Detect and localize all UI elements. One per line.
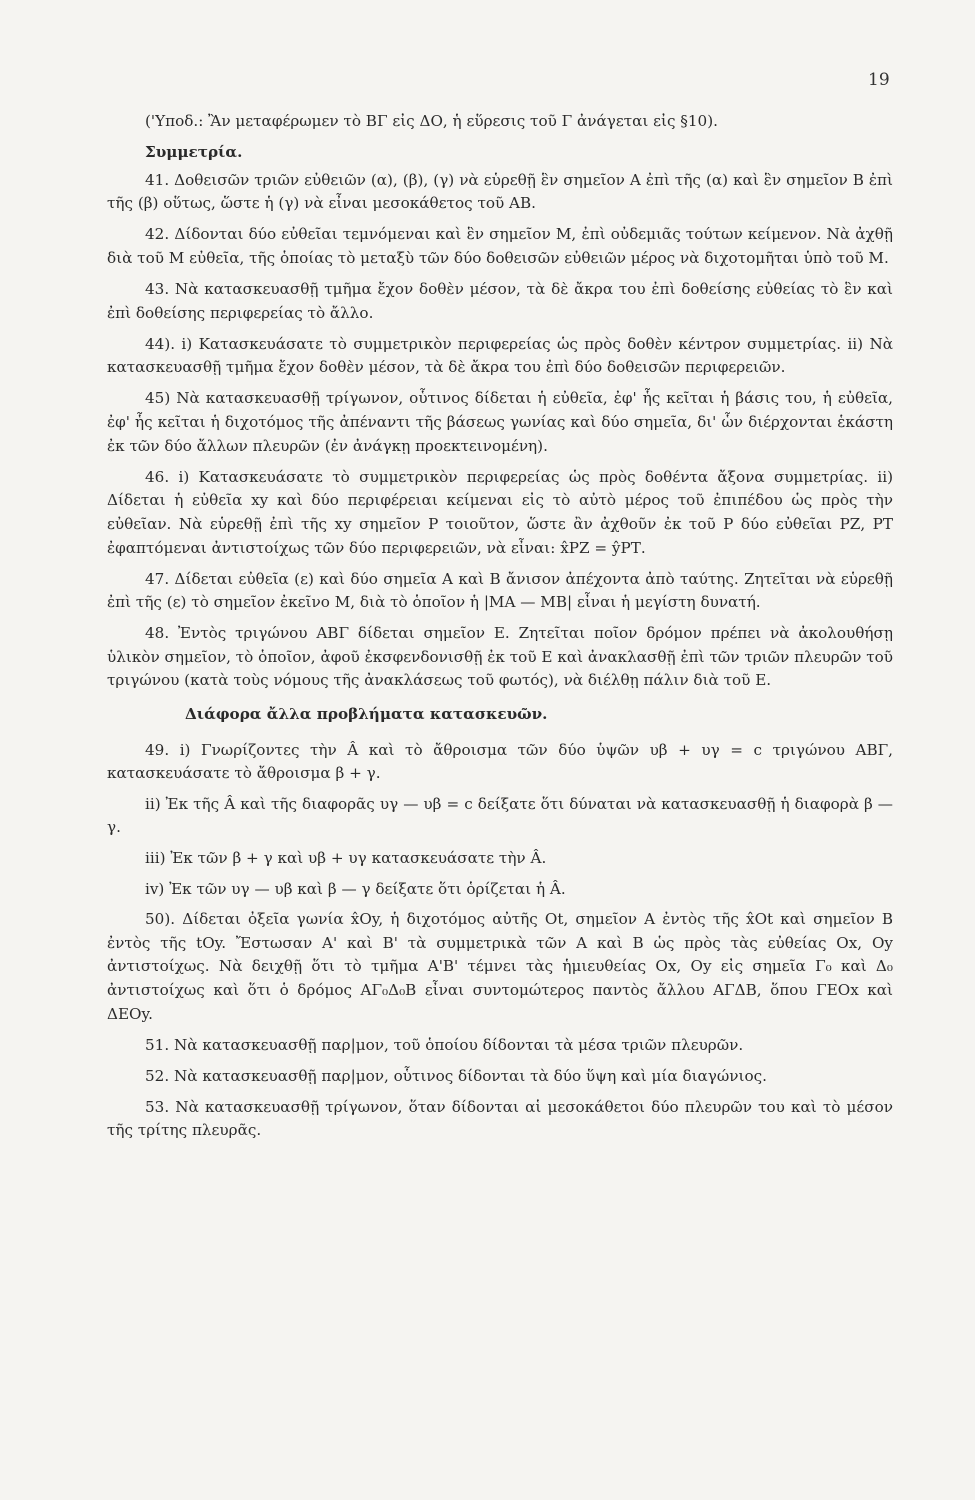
problem-46: 46. i) Κατασκευάσατε τὸ συμμετρικὸν περιφερείας ὡς πρὸς δοθέντα ἄξονα συμμετρίας. ii) Δίδεται ἡ εὐθεῖα xy καὶ δύο περιφέρειαι κείμεναι εἰς τὸ αὐτὸ μέρος τοῦ ἐπιπέδου ὡς πρὸς τὴν εὐθεῖαν. Νὰ εὑρεθῇ ἐπὶ τῆς xy σημεῖον Ρ τοιοῦτον, ὥστε ἂν ἀχθοῦν ἐκ τοῦ Ρ δύο εὐθεῖαι ΡΖ, ΡΤ ἐφαπτόμεναι ἀντιστοίχως τῶν δύο περιφερειῶν, νὰ εἶναι: x̂ΡΖ = ŷΡΤ.	[107, 467, 893, 557]
problem-42: 42. Δίδονται δύο εὐθεῖαι τεμνόμεναι καὶ ἓν σημεῖον Μ, ἐπὶ οὐδεμιᾶς τούτων κείμενον. Νὰ ἀχθῇ διὰ τοῦ Μ εὐθεῖα, τῆς ὁποίας τὸ μεταξὺ τῶν δύο δοθεισῶν εὐθειῶν μέρος νὰ διχοτομῆται ὑπὸ τοῦ Μ.	[107, 225, 893, 267]
problem-47: 47. Δίδεται εὐθεῖα (ε) καὶ δύο σημεῖα Α καὶ Β ἄνισον ἀπέχοντα ἀπὸ ταύτης. Ζητεῖται νὰ εὑρεθῇ ἐπὶ τῆς (ε) τὸ σημεῖον ἐκεῖνο Μ, διὰ τὸ ὁποῖον ἡ |ΜΑ — ΜΒ| εἶναι ἡ μεγίστη δυνατή.	[107, 569, 893, 612]
problem-41: 41. Δοθεισῶν τριῶν εὐθειῶν (α), (β), (γ) νὰ εὑρεθῇ ἓν σημεῖον Α ἐπὶ τῆς (α) καὶ ἓν σημεῖον Β ἐπὶ τῆς (β) οὕτως, ὥστε ἡ (γ) νὰ εἶναι μεσοκάθετος τοῦ ΑΒ.	[107, 170, 893, 213]
hint-paragraph: ('Υποδ.: Ἂν μεταφέρωμεν τὸ ΒΓ εἰς ΔΟ, ἡ εὕρεσις τοῦ Γ ἀνάγεται εἰς §10).	[145, 112, 718, 130]
section-title-other-constructions: Διάφορα ἄλλα προβλήματα κατασκευῶν.	[185, 705, 548, 724]
problem-52: 52. Νὰ κατασκευασθῇ παρ|μον, οὗτινος δίδονται τὰ δύο ὕψη καὶ μία διαγώνιος.	[145, 1066, 767, 1085]
problem-50: 50). Δίδεται ὀξεῖα γωνία x̂Oy, ἡ διχοτόμος αὐτῆς Ot, σημεῖον Α ἐντὸς τῆς x̂Ot καὶ σημεῖον Β ἐντὸς τῆς tOy. Ἔστωσαν Α' καὶ Β' τὰ συμμετρικὰ τῶν Α καὶ Β ὡς πρὸς τὰς εὐθείας Ox, Oy ἀντιστοίχως. Νὰ δειχθῇ ὅτι τὸ τμῆμα Α'Β' τέμνει τὰς ἡμιευθείας Ox, Oy εἰς σημεῖα Γ₀ καὶ Δ₀ ἀντιστοίχως καὶ ὅτι ὁ δρόμος ΑΓ₀Δ₀Β εἶναι συντομώτερος παντὸς ἄλλου ΑΓΔΒ, ὅπου ΓΕOx καὶ ΔΕOy.	[107, 910, 893, 1023]
problem-49-iv: iv) Ἐκ τῶν υγ — υβ καὶ β — γ δείξατε ὅτι ὁρίζεται ἡ Â.	[145, 879, 566, 898]
section-title-symmetry: Συμμετρία.	[145, 143, 243, 162]
page-body	[107, 110, 893, 1151]
page-number: 19	[868, 70, 890, 90]
problem-49-i: 49. i) Γνωρίζοντες τὴν Â καὶ τὸ ἄθροισμα τῶν δύο ὑψῶν υβ + υγ = c τριγώνου ΑΒΓ, κατασκευάσατε τὸ ἄθροισμα β + γ.	[107, 740, 893, 783]
problem-51: 51. Νὰ κατασκευασθῇ παρ|μον, τοῦ ὁποίου δίδονται τὰ μέσα τριῶν πλευρῶν.	[145, 1035, 744, 1054]
problem-48: 48. Ἐντὸς τριγώνου ΑΒΓ δίδεται σημεῖον Ε. Ζητεῖται ποῖον δρόμον πρέπει νὰ ἀκολουθήσῃ ὑλικὸν σημεῖον, τὸ ὁποῖον, ἀφοῦ ἐκσφενδονισθῇ ἐκ τοῦ Ε καὶ ἀνακλασθῇ ἐπὶ τῶν τριῶν πλευρῶν τοῦ τριγώνου (κατὰ τοὺς νόμους τῆς ἀνακλάσεως τοῦ φωτός), νὰ διέλθῃ πάλιν διὰ τοῦ Ε.	[107, 624, 893, 690]
problem-49-iii: iii) Ἐκ τῶν β + γ καὶ υβ + υγ κατασκευάσατε τὴν Â.	[145, 849, 547, 868]
problem-53: 53. Νὰ κατασκευασθῇ τρίγωνον, ὅταν δίδονται αἱ μεσοκάθετοι δύο πλευρῶν του καὶ τὸ μέσον τῆς τρίτης πλευρᾶς.	[107, 1097, 893, 1140]
problem-44: 44). i) Κατασκευάσατε τὸ συμμετρικὸν περιφερείας ὡς πρὸς δοθὲν κέντρον συμμετρίας. ii) Νὰ κατασκευασθῇ τμῆμα ἔχον δοθὲν μέσον, τὰ δὲ ἄκρα του ἐπὶ δύο δοθεισῶν περιφερειῶν.	[107, 334, 893, 377]
problem-49-ii: ii) Ἐκ τῆς Â καὶ τῆς διαφορᾶς υγ — υβ = c δείξατε ὅτι δύναται νὰ κατασκευασθῇ ἡ διαφορὰ β — γ.	[107, 794, 893, 837]
problem-45: 45) Νὰ κατασκευασθῇ τρίγωνον, οὗτινος δίδεται ἡ εὐθεῖα, ἐφ' ἧς κεῖται ἡ βάσις του, ἡ εὐθεῖα, ἐφ' ἧς κεῖται ἡ διχοτόμος τῆς ἀπέναντι τῆς βάσεως γωνίας καὶ δύο σημεῖα, δι' ὧν διέρχονται ἑκάστη ἐκ τῶν δύο ἄλλων πλευρῶν (ἐν ἀνάγκῃ προεκτεινομένη).	[107, 389, 893, 455]
problem-43: 43. Νὰ κατασκευασθῇ τμῆμα ἔχον δοθὲν μέσον, τὰ δὲ ἄκρα του ἐπὶ δοθείσης εὐθείας τὸ ἓν καὶ ἐπὶ δοθείσης περιφερείας τὸ ἄλλο.	[107, 280, 893, 322]
